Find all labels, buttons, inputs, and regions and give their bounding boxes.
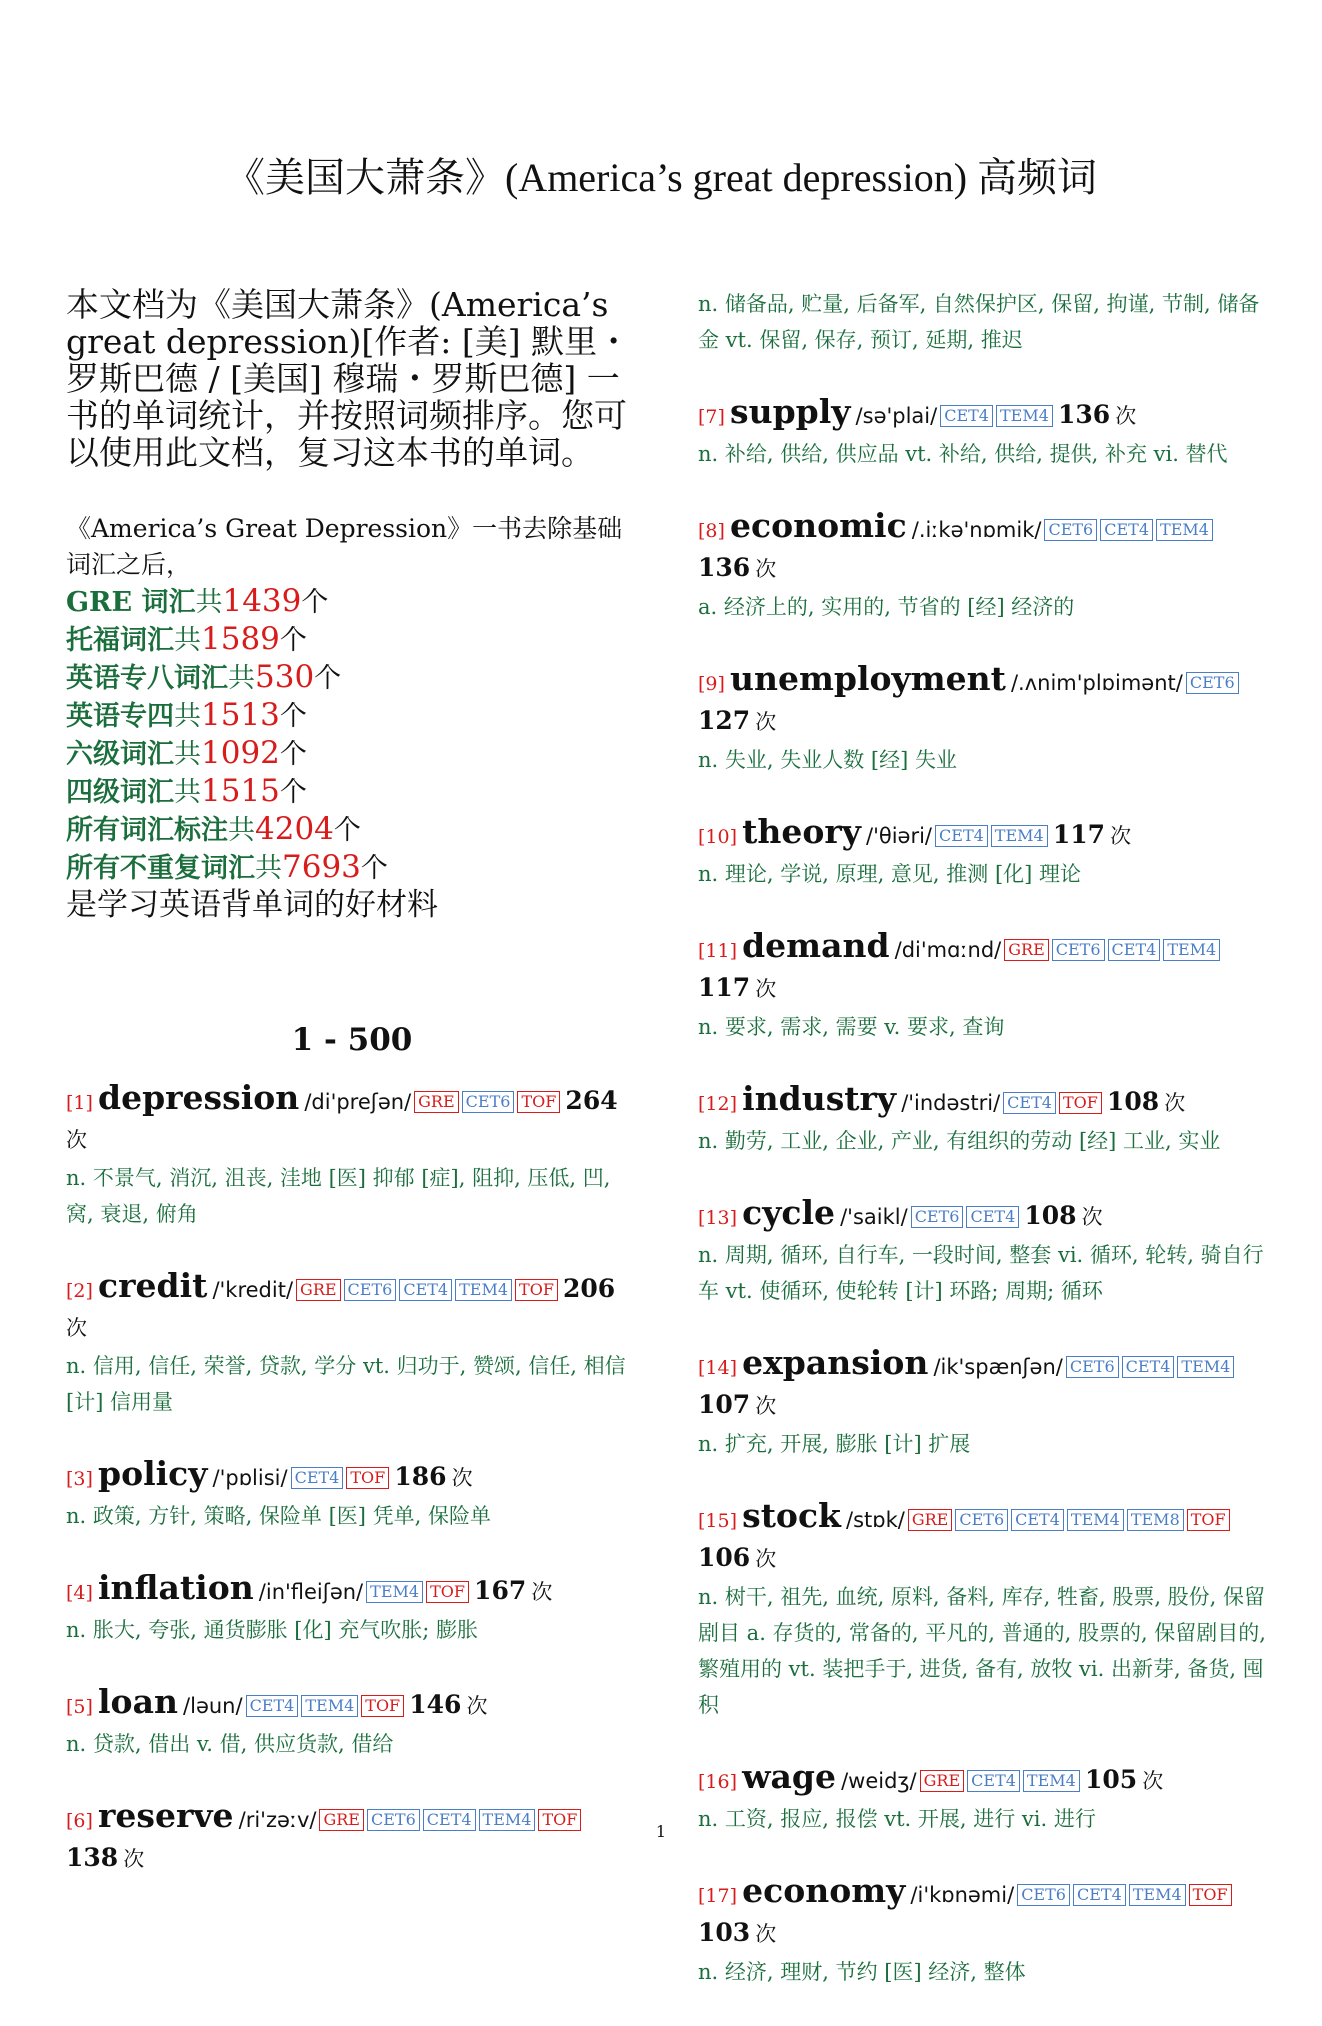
frequency-unit: 次 [755, 1922, 777, 1946]
exam-tag: TEM4 [455, 1279, 512, 1301]
frequency-unit: 次 [1110, 824, 1132, 848]
entry-index: [4] [66, 1582, 93, 1604]
exam-tag: TEM4 [1129, 1884, 1186, 1906]
exam-tag: TEM4 [1156, 519, 1213, 541]
stat-count: 1439 [222, 583, 302, 619]
exam-tag: GRE [1004, 939, 1049, 961]
exam-tag: CET6 [1052, 939, 1105, 961]
exam-tag: TEM4 [1023, 1770, 1080, 1792]
entry-head [698, 394, 1268, 436]
frequency-unit: 次 [1081, 1205, 1103, 1229]
entry-head [66, 1570, 638, 1612]
word-entry [698, 1498, 1268, 1723]
entry-index: [15] [698, 1510, 738, 1532]
entry-word: depression [98, 1078, 300, 1117]
stat-mid: 共 [174, 777, 201, 808]
frequency-unit: 次 [755, 977, 777, 1001]
entry-index: [1] [66, 1092, 93, 1114]
word-entry [66, 1570, 638, 1648]
entry-head [66, 1268, 638, 1348]
entry-phonetic: /'θiəri/ [866, 824, 933, 848]
word-entry [698, 1195, 1268, 1309]
frequency-unit: 次 [531, 1580, 553, 1604]
stat-mid: 共 [228, 663, 255, 694]
word-entry [698, 1081, 1268, 1159]
entry-frequency: 117 [698, 973, 751, 1002]
entry-word: demand [742, 926, 890, 965]
entry-frequency: 138 [66, 1843, 119, 1872]
entry-definition: n. 信用, 信任, 荣誉, 贷款, 学分 vt. 归功于, 赞颂, 信任, 相信 [计] 信用量 [66, 1354, 626, 1414]
stat-line [66, 621, 638, 659]
exam-tag: CET6 [367, 1809, 420, 1831]
entry-word: theory [742, 812, 861, 851]
exam-tag: CET4 [1108, 939, 1161, 961]
closing-line: 是学习英语背单词的好材料 [66, 887, 438, 923]
frequency-unit: 次 [755, 557, 777, 581]
stat-line [66, 697, 638, 735]
stats-list [66, 583, 638, 887]
exam-tag: CET4 [399, 1279, 452, 1301]
entry-definition: n. 经济, 理财, 节约 [医] 经济, 整体 [698, 1960, 1026, 1984]
stat-label: 托福词汇 [66, 625, 174, 656]
entry-frequency: 186 [394, 1462, 447, 1491]
entry-phonetic: /'pɒlisi/ [212, 1466, 288, 1490]
exam-tag: CET6 [462, 1091, 515, 1113]
entry-frequency: 107 [698, 1390, 751, 1419]
exam-tag: CET6 [1017, 1884, 1070, 1906]
stat-line [66, 811, 638, 849]
entry-definition: n. 失业, 失业人数 [经] 失业 [698, 748, 957, 772]
word-entry [698, 814, 1268, 892]
entry-frequency: 105 [1084, 1765, 1138, 1794]
stat-label: 英语专四 [66, 701, 174, 732]
entry-definition: n. 不景气, 消沉, 沮丧, 洼地 [医] 抑郁 [症], 阻抑, 压低, 凹, 窝, 衰退, 俯角 [66, 1166, 611, 1226]
stat-line [66, 583, 638, 621]
entry-definition: n. 贷款, 借出 v. 借, 供应货款, 借给 [66, 1732, 394, 1756]
entry-definition: n. 胀大, 夸张, 通货膨胀 [化] 充气吹胀; 膨胀 [66, 1618, 479, 1642]
stat-unit: 个 [279, 625, 307, 656]
entry-word: expansion [742, 1343, 929, 1382]
stat-label: 所有词汇标注 [66, 815, 228, 846]
entry-phonetic: /ri'zəːv/ [238, 1808, 317, 1832]
entry-definition: n. 理论, 学说, 原理, 意见, 推测 [化] 理论 [698, 862, 1082, 886]
intro-paragraph: 本文档为《美国大萧条》(America’s great depression)[作者: [美] 默里・罗斯巴德 / [美国] 穆瑞・罗斯巴德] 一书的单词统计，并按照词频排序。您可以使用此文档，复习这本书的单词。 [66, 285, 631, 472]
word-entry [698, 661, 1268, 778]
exam-tag: TOF [515, 1279, 558, 1301]
word-entry [698, 1873, 1268, 1990]
entry-definition: n. 工资, 报应, 报偿 vt. 开展, 进行 vi. 进行 [698, 1807, 1096, 1831]
entry-frequency: 146 [409, 1690, 462, 1719]
exam-tag: CET4 [940, 405, 993, 427]
stat-count: 1513 [201, 697, 280, 733]
stat-mid: 共 [228, 815, 255, 846]
entries-left [66, 1080, 638, 1879]
stat-unit: 个 [360, 853, 388, 884]
entry-definition: a. 经济上的, 实用的, 节省的 [经] 经济的 [698, 595, 1075, 619]
entry-word: economic [730, 506, 907, 545]
entry-word: unemployment [730, 659, 1006, 698]
entry-phonetic: /stɒk/ [846, 1508, 905, 1532]
exam-tag: TEM4 [1177, 1356, 1234, 1378]
entry-head [66, 1080, 638, 1160]
word-entry [698, 508, 1268, 625]
exam-tag: CET4 [291, 1467, 344, 1489]
entry-word: wage [742, 1757, 836, 1796]
entry-frequency: 108 [1106, 1087, 1160, 1116]
entry-definition: n. 要求, 需求, 需要 v. 要求, 查询 [698, 1015, 1005, 1039]
stat-label: 四级词汇 [66, 777, 174, 808]
entry-head [698, 1759, 1268, 1801]
entry-head [698, 1498, 1268, 1579]
frequency-unit: 次 [1164, 1091, 1186, 1115]
exam-tag: TEM4 [991, 825, 1048, 847]
entry-word: policy [98, 1454, 208, 1493]
word-entry [698, 394, 1268, 472]
entry-index: [13] [698, 1207, 738, 1229]
page-title: 《美国大萧条》(America’s great depression) 高频词 [224, 155, 1098, 200]
entry-index: [11] [698, 940, 738, 962]
stat-mid: 共 [174, 625, 201, 656]
page-number: 1 [655, 1822, 667, 1841]
frequency-unit: 次 [66, 1316, 87, 1340]
entry-frequency: 206 [563, 1274, 616, 1303]
exam-tag: TEM4 [366, 1581, 423, 1603]
word-entry [66, 1684, 638, 1762]
entry-frequency: 117 [1052, 820, 1105, 849]
entry-word: stock [742, 1496, 841, 1535]
word-entry [698, 1345, 1268, 1462]
frequency-unit: 次 [1115, 404, 1137, 428]
stat-line [66, 773, 638, 811]
exam-tag: CET6 [955, 1509, 1008, 1531]
stat-mid: 共 [174, 701, 201, 732]
entry-head [698, 1345, 1268, 1426]
exam-tag: CET4 [935, 825, 988, 847]
entry-frequency: 136 [1058, 400, 1111, 429]
exam-tag: CET4 [246, 1695, 299, 1717]
exam-tag: TOF [1059, 1092, 1102, 1114]
word-entry [66, 1456, 638, 1534]
exam-tag: CET6 [911, 1206, 964, 1228]
entry-word: cycle [742, 1193, 836, 1232]
word-entry [66, 1080, 638, 1232]
entry-frequency: 136 [698, 553, 751, 582]
entry-index: [2] [66, 1280, 93, 1302]
entry-phonetic: /'kredit/ [212, 1278, 294, 1302]
entry-word: loan [98, 1682, 178, 1721]
stat-mid: 共 [255, 853, 282, 884]
entry-head [698, 928, 1268, 1009]
frequency-unit: 次 [466, 1694, 488, 1718]
entry-word: industry [742, 1079, 897, 1118]
exam-tag: TOF [517, 1091, 560, 1113]
exam-tag: TEM4 [1163, 939, 1220, 961]
entry-word: economy [742, 1871, 906, 1910]
entry-index: [14] [698, 1357, 738, 1379]
exam-tag: CET4 [1122, 1356, 1175, 1378]
entry-phonetic: /di'mɑːnd/ [894, 938, 1002, 962]
stat-line [66, 659, 638, 697]
stat-label: 六级词汇 [66, 739, 174, 770]
frequency-unit: 次 [755, 710, 777, 734]
exam-tag: CET4 [1011, 1509, 1064, 1531]
entry-head [66, 1456, 638, 1498]
entry-frequency: 264 [565, 1086, 618, 1115]
entry-head [66, 1684, 638, 1726]
stat-mid: 共 [174, 739, 201, 770]
continued-definition: n. 储备品, 贮量, 后备军, 自然保护区, 保留, 拘谨, 节制, 储备金 vt. 保留, 保存, 预订, 延期, 推迟 [698, 292, 1260, 352]
exam-tag: TEM4 [1067, 1509, 1124, 1531]
entry-head [698, 1873, 1268, 1954]
entry-frequency: 108 [1024, 1201, 1077, 1230]
stat-unit: 个 [279, 777, 307, 808]
entry-frequency: 167 [474, 1576, 527, 1605]
exam-tag: GRE [296, 1279, 341, 1301]
stat-mid: 共 [195, 587, 223, 618]
entry-phonetic: /di'preʃən/ [304, 1090, 412, 1114]
entry-phonetic: /'indəstri/ [901, 1091, 1001, 1115]
exam-tag: TEM4 [479, 1809, 536, 1831]
entry-head [698, 508, 1268, 589]
entry-index: [5] [66, 1696, 93, 1718]
exam-tag: CET4 [967, 1770, 1020, 1792]
entry-phonetic: /.ʌnim'plɒimənt/ [1010, 671, 1183, 695]
entry-index: [16] [698, 1771, 738, 1793]
exam-tag: TOF [426, 1581, 469, 1603]
exam-tag: GRE [319, 1809, 364, 1831]
frequency-unit: 次 [66, 1128, 87, 1152]
entry-frequency: 127 [698, 706, 751, 735]
entry-definition: n. 树干, 祖先, 血统, 原料, 备料, 库存, 牲畜, 股票, 股份, 保留剧目 a. 存货的, 常备的, 平凡的, 普通的, 股票的, 保留剧目的, 繁殖用的 vt. 装把手于, 进货, 备有, 放牧 vi. 出新芽, 备货, 囤积 [698, 1585, 1266, 1717]
entry-head [698, 661, 1268, 742]
exam-tag: TEM8 [1127, 1509, 1184, 1531]
entry-definition: n. 补给, 供给, 供应品 vt. 补给, 供给, 提供, 补充 vi. 替代 [698, 442, 1228, 466]
exam-tag: GRE [414, 1091, 459, 1113]
exam-tag: CET4 [966, 1206, 1019, 1228]
entry-phonetic: /ləun/ [183, 1694, 243, 1718]
entry-definition: n. 扩充, 开展, 膨胀 [计] 扩展 [698, 1432, 971, 1456]
entry-index: [17] [698, 1885, 738, 1907]
entry-index: [6] [66, 1810, 93, 1832]
exam-tag: CET6 [344, 1279, 397, 1301]
entries-right [698, 394, 1268, 1990]
entry-phonetic: /in'fleiʃən/ [258, 1580, 364, 1604]
exam-tag: TOF [1189, 1884, 1232, 1906]
entry-phonetic: /sə'plai/ [855, 404, 938, 428]
exam-tag: GRE [920, 1770, 965, 1792]
exam-tag: TEM4 [996, 405, 1053, 427]
stat-unit: 个 [333, 815, 361, 846]
entry-head [698, 1081, 1268, 1123]
entry-index: [7] [698, 406, 725, 428]
stat-count: 1515 [201, 773, 280, 809]
exam-tag: CET6 [1066, 1356, 1119, 1378]
entry-definition: n. 政策, 方针, 策略, 保险单 [医] 凭单, 保险单 [66, 1504, 492, 1528]
exam-tag: TOF [346, 1467, 389, 1489]
entry-phonetic: /.iːkə'nɒmik/ [911, 518, 1042, 542]
stat-unit: 个 [279, 701, 307, 732]
range-heading: 1 - 500 [291, 1022, 413, 1058]
stat-line [66, 735, 638, 773]
stats-intro: 《America’s Great Depression》一书去除基础词汇之后， [66, 514, 623, 579]
exam-tag: TOF [1187, 1509, 1230, 1531]
entry-head [698, 814, 1268, 856]
right-column [698, 286, 1268, 2026]
stat-count: 530 [255, 659, 315, 695]
entry-definition: n. 勤劳, 工业, 企业, 产业, 有组织的劳动 [经] 工业, 实业 [698, 1129, 1221, 1153]
stat-count: 1092 [201, 735, 280, 771]
entry-head [698, 1195, 1268, 1237]
stat-count: 4204 [255, 811, 334, 847]
entry-phonetic: /i'kɒnəmi/ [910, 1883, 1015, 1907]
exam-tag: TOF [361, 1695, 404, 1717]
entry-word: supply [730, 392, 851, 431]
entry-index: [8] [698, 520, 725, 542]
entry-word: reserve [98, 1796, 234, 1835]
stat-unit: 个 [301, 587, 329, 618]
stat-unit: 个 [279, 739, 307, 770]
entry-frequency: 106 [698, 1543, 751, 1572]
stat-label: 所有不重复词汇 [66, 853, 255, 884]
entry-word: credit [98, 1266, 208, 1305]
entry-index: [3] [66, 1468, 93, 1490]
entry-phonetic: /'saikl/ [840, 1205, 908, 1229]
word-entry [698, 928, 1268, 1045]
entry-word: inflation [98, 1568, 254, 1607]
stat-label: 英语专八词汇 [66, 663, 228, 694]
exam-tag: CET6 [1186, 672, 1239, 694]
exam-tag: GRE [908, 1509, 953, 1531]
exam-tag: TEM4 [301, 1695, 358, 1717]
stat-unit: 个 [314, 663, 342, 694]
entry-phonetic: /weidʒ/ [841, 1769, 917, 1793]
exam-tag: TOF [538, 1809, 581, 1831]
entry-frequency: 103 [698, 1918, 751, 1947]
frequency-unit: 次 [755, 1394, 777, 1418]
entry-phonetic: /ik'spænʃən/ [933, 1355, 1063, 1379]
entry-definition: n. 周期, 循环, 自行车, 一段时间, 整套 vi. 循环, 轮转, 骑自行车 vt. 使循环, 使轮转 [计] 环路; 周期; 循环 [698, 1243, 1264, 1303]
entry-index: [12] [698, 1093, 738, 1115]
exam-tag: CET4 [1003, 1092, 1056, 1114]
exam-tag: CET6 [1044, 519, 1097, 541]
exam-tag: CET4 [1100, 519, 1153, 541]
frequency-unit: 次 [1142, 1769, 1164, 1793]
stat-count: 1589 [201, 621, 280, 657]
stat-line [66, 849, 638, 887]
entry-index: [10] [698, 826, 738, 848]
word-entry [66, 1268, 638, 1420]
exam-tag: CET4 [1073, 1884, 1126, 1906]
frequency-unit: 次 [755, 1547, 777, 1571]
left-column [66, 286, 638, 1879]
stat-count: 7693 [282, 849, 361, 885]
entry-index: [9] [698, 673, 725, 695]
exam-tag: CET4 [423, 1809, 476, 1831]
frequency-unit: 次 [451, 1466, 473, 1490]
frequency-unit: 次 [123, 1847, 145, 1871]
stat-label: GRE 词汇 [66, 587, 196, 618]
